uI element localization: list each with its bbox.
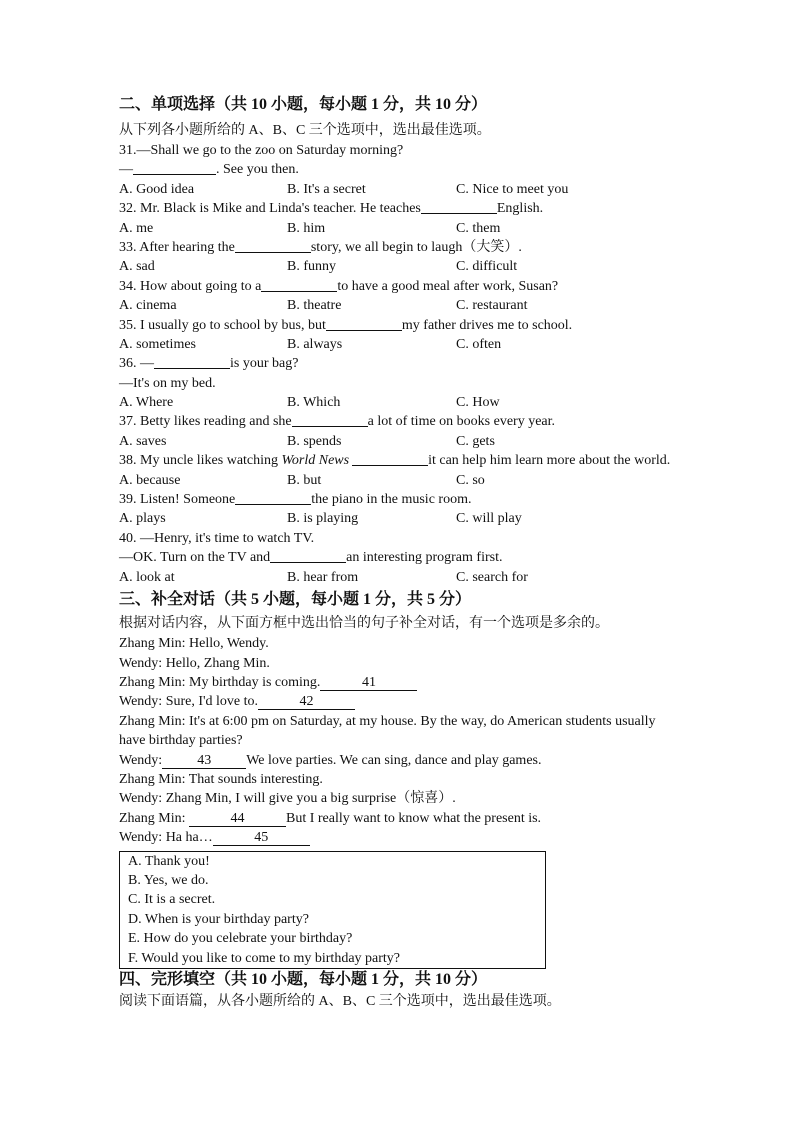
dialogue-line <box>119 828 719 847</box>
option-b: B. always <box>287 336 343 352</box>
dialogue-text: Wendy: Ha ha… <box>119 830 213 846</box>
numbered-blank: 45 <box>213 830 310 846</box>
answer-blank <box>235 492 311 505</box>
question-text: 32. Mr. Black is Mike and Linda's teacher. He teaches <box>119 201 421 217</box>
question-40-stem: 40. —Henry, it's time to watch TV. <box>119 530 315 546</box>
question-36-reply: —It's on my bed. <box>119 375 216 391</box>
numbered-blank: 44 <box>189 811 286 827</box>
answer-blank <box>352 453 428 466</box>
question-34-options <box>119 296 719 315</box>
dialogue-text: Wendy: <box>119 752 163 768</box>
answer-blank <box>270 550 346 563</box>
choice-d: D. When is your birthday party? <box>128 911 309 927</box>
choice-a: A. Thank you! <box>128 853 210 869</box>
question-text: it can help him learn more about the world. <box>428 453 671 469</box>
option-c: C. will play <box>456 511 522 527</box>
question-38-options <box>119 471 719 490</box>
option-b: B. spends <box>287 433 342 449</box>
dialogue-line: Zhang Min: Hello, Wendy. <box>119 636 269 652</box>
question-text: 33. After hearing the <box>119 239 235 255</box>
dialogue-line: have birthday parties? <box>119 733 243 749</box>
choice-e: E. How do you celebrate your birthday? <box>128 931 353 947</box>
question-text: a lot of time on books every year. <box>367 414 556 430</box>
answer-blank <box>326 318 402 331</box>
answer-blank <box>154 356 230 369</box>
question-text: English. <box>496 201 544 217</box>
question-39-stem <box>119 490 719 509</box>
option-b: B. theatre <box>287 298 342 314</box>
question-37-options <box>119 432 719 451</box>
section-4-instruction: 阅读下面语篇，从各小题所给的 A、B、C 三个选项中，选出最佳选项。 <box>119 993 561 1009</box>
option-c: C. so <box>456 472 485 488</box>
dialogue-text: Zhang Min: <box>119 810 189 826</box>
question-text: to have a good meal after work, Susan? <box>337 278 559 294</box>
section-3-heading: 三、补全对话（共 5 小题，每小题 1 分，共 5 分） <box>119 590 472 608</box>
option-a: A. cinema <box>119 298 177 314</box>
option-c: C. often <box>456 336 502 352</box>
question-text: an interesting program first. <box>346 550 503 566</box>
question-38-stem <box>119 451 719 470</box>
dialogue-line <box>119 751 719 770</box>
dialogue-line: Wendy: Hello, Zhang Min. <box>119 655 270 671</box>
option-b: B. but <box>287 472 322 488</box>
choices-box <box>119 851 546 969</box>
option-c: C. gets <box>456 433 495 449</box>
question-34-stem <box>119 277 719 296</box>
question-text: 34. How about going to a <box>119 278 262 294</box>
question-text: 35. I usually go to school by bus, but <box>119 317 326 333</box>
dialogue-line <box>119 692 719 711</box>
option-c: C. search for <box>456 569 528 585</box>
option-c: C. difficult <box>456 259 518 275</box>
question-text: —OK. Turn on the TV and <box>119 550 271 566</box>
question-text: — <box>119 162 133 178</box>
option-a: A. sad <box>119 259 155 275</box>
question-text: story, we all begin to laugh（大笑）. <box>310 239 522 255</box>
question-text: the piano in the music room. <box>311 492 472 508</box>
question-text: 39. Listen! Someone <box>119 492 236 508</box>
option-c: C. How <box>456 395 500 411</box>
question-text: 38. My uncle likes watching <box>119 453 282 469</box>
option-a: A. sometimes <box>119 336 196 352</box>
dialogue-text: Wendy: Sure, I'd love to. <box>119 694 259 710</box>
option-c: C. them <box>456 220 501 236</box>
choice-b: B. Yes, we do. <box>128 872 209 888</box>
program-title: World News <box>281 453 350 469</box>
option-a: A. me <box>119 220 154 236</box>
question-text: is your bag? <box>230 356 299 372</box>
option-c: C. restaurant <box>456 298 528 314</box>
question-33-stem <box>119 238 719 257</box>
question-32-stem <box>119 199 719 218</box>
question-31-options <box>119 180 719 199</box>
question-36-options <box>119 393 719 412</box>
answer-blank <box>261 279 337 292</box>
question-31-reply <box>119 160 719 179</box>
option-a: A. Where <box>119 395 174 411</box>
option-b: B. funny <box>287 259 336 275</box>
option-b: B. hear from <box>287 569 359 585</box>
question-text: my father drives me to school. <box>401 317 573 333</box>
section-3-instruction: 根据对话内容，从下面方框中选出恰当的句子补全对话，有一个选项是多余的。 <box>119 616 609 632</box>
option-a: A. saves <box>119 433 167 449</box>
question-40-options <box>119 568 719 587</box>
option-a: A. because <box>119 472 181 488</box>
option-a: A. Good idea <box>119 181 195 197</box>
question-text: 36. — <box>119 356 154 372</box>
question-35-stem <box>119 316 719 335</box>
choice-c: C. It is a secret. <box>128 892 216 908</box>
option-c: C. Nice to meet you <box>456 181 569 197</box>
answer-blank <box>133 162 216 175</box>
question-text: . See you then. <box>216 162 299 178</box>
dialogue-line: Wendy: Zhang Min, I will give you a big surprise（惊喜）. <box>119 791 456 807</box>
section-2-heading: 二、单项选择（共 10 小题，每小题 1 分，共 10 分） <box>119 96 488 113</box>
option-a: A. plays <box>119 511 166 527</box>
numbered-blank: 43 <box>162 753 246 769</box>
dialogue-text: We love parties. We can sing, dance and play games. <box>246 752 542 768</box>
dialogue-line: Zhang Min: That sounds interesting. <box>119 772 323 788</box>
question-31-stem: 31.—Shall we go to the zoo on Saturday morning? <box>119 143 404 158</box>
answer-blank <box>292 414 368 427</box>
question-32-options <box>119 219 719 238</box>
choice-f: F. Would you like to come to my birthday party? <box>128 950 401 966</box>
question-40-reply <box>119 548 719 567</box>
numbered-blank: 41 <box>320 675 417 691</box>
question-text: 37. Betty likes reading and she <box>119 414 292 430</box>
numbered-blank: 42 <box>258 694 355 710</box>
option-b: B. It's a secret <box>287 181 366 197</box>
question-35-options <box>119 335 719 354</box>
option-a: A. look at <box>119 569 175 585</box>
section-2-instruction: 从下列各小题所给的 A、B、C 三个选项中，选出最佳选项。 <box>119 123 491 138</box>
exam-content <box>119 94 719 1012</box>
dialogue-text: But I really want to know what the present is. <box>286 810 542 826</box>
option-b: B. Which <box>287 395 341 411</box>
question-33-options <box>119 257 719 276</box>
question-36-stem <box>119 354 719 373</box>
dialogue-line <box>119 673 719 692</box>
dialogue-text: Zhang Min: My birthday is coming. <box>119 675 321 691</box>
dialogue-line <box>119 809 719 828</box>
option-b: B. him <box>287 220 326 236</box>
section-4-heading: 四、完形填空（共 10 小题，每小题 1 分，共 10 分） <box>119 970 488 988</box>
dialogue-line: Zhang Min: It's at 6:00 pm on Saturday, at my house. By the way, do American students usually <box>119 713 656 729</box>
option-b: B. is playing <box>287 511 359 527</box>
question-39-options <box>119 509 719 528</box>
answer-blank <box>421 201 497 214</box>
question-37-stem <box>119 412 719 431</box>
answer-blank <box>235 240 311 253</box>
